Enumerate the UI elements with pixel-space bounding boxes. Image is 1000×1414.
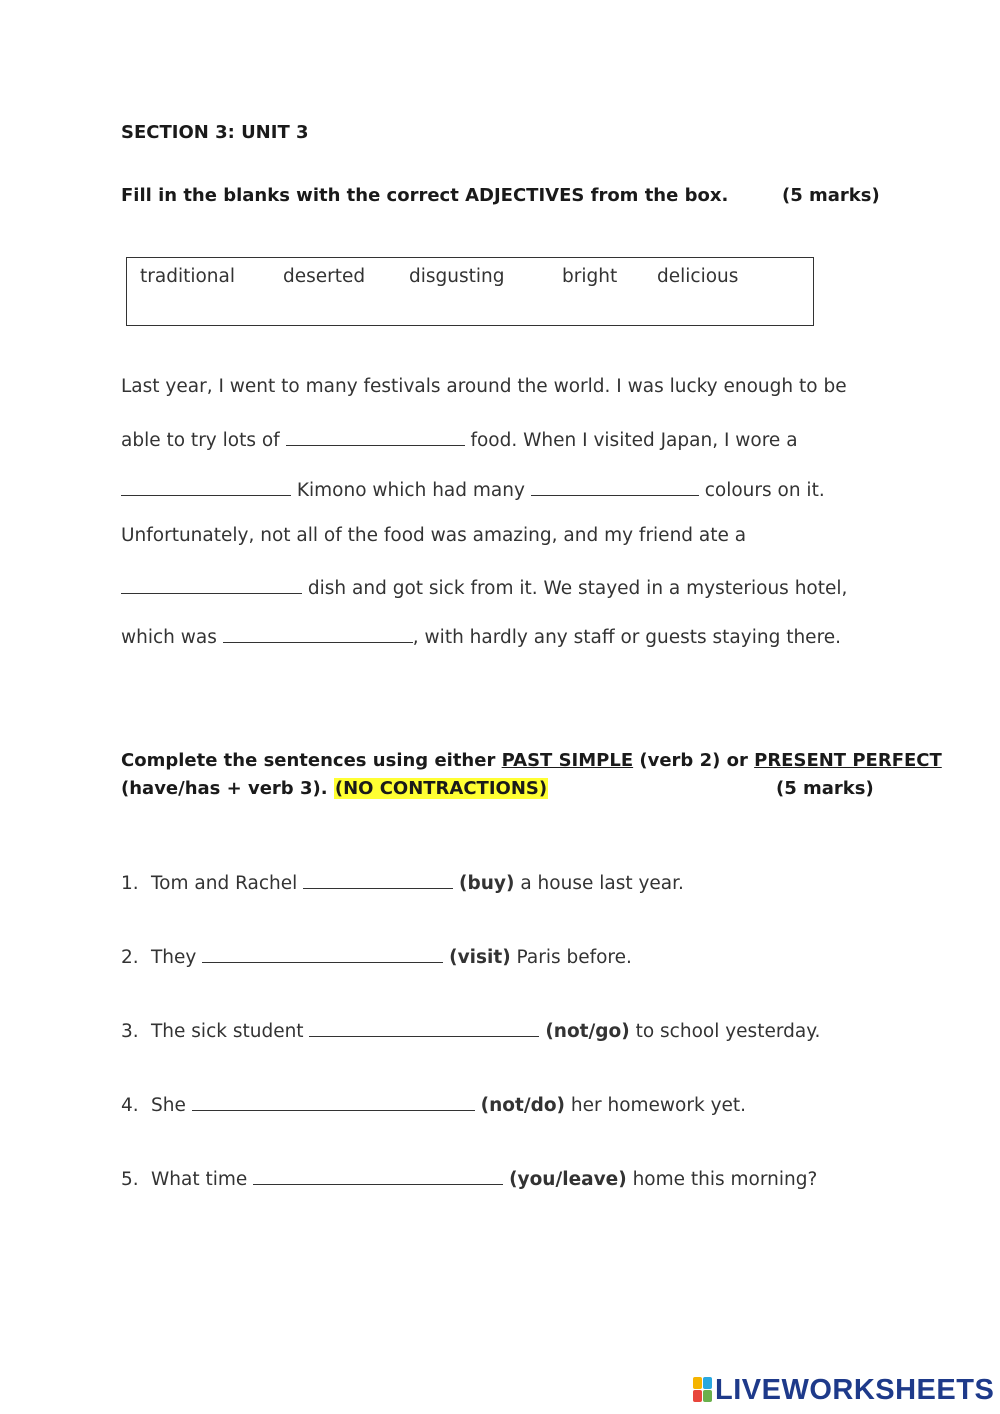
- liveworksheets-logo-icon: [693, 1377, 713, 1403]
- part2-instruction-line2: [121, 778, 548, 799]
- question-number: 2.: [121, 947, 139, 968]
- question: [121, 1165, 817, 1190]
- question-number: 4.: [121, 1095, 139, 1116]
- paragraph-line: [121, 574, 847, 599]
- question-text: The sick student: [151, 1021, 304, 1042]
- word-box-item: traditional: [140, 266, 235, 287]
- part2-instruction-text: Complete the sentences using either: [121, 750, 502, 771]
- past-simple-label: PAST SIMPLE: [501, 750, 634, 771]
- paragraph-text: which was: [121, 627, 217, 648]
- no-contractions-note: (NO CONTRACTIONS): [334, 778, 548, 799]
- paragraph-text: able to try lots of: [121, 430, 280, 451]
- paragraph-line: [121, 476, 825, 501]
- verb-hint: (you/leave): [509, 1169, 627, 1190]
- part2-instruction: [121, 750, 942, 771]
- word-box-item: deserted: [283, 266, 366, 287]
- question-number: 1.: [121, 873, 139, 894]
- paragraph-text: food. When I visited Japan, I wore a: [470, 430, 798, 451]
- verb-hint: (not/go): [545, 1021, 630, 1042]
- paragraph-line: [121, 426, 798, 451]
- blank-5[interactable]: [223, 623, 413, 643]
- question-text: to school yesterday.: [635, 1021, 821, 1042]
- question-text: a house last year.: [520, 873, 684, 894]
- paragraph-text: Last year, I went to many festivals around the world. I was lucky enough to be: [121, 376, 847, 397]
- paragraph-line: [121, 376, 847, 397]
- question-text: Paris before.: [516, 947, 632, 968]
- paragraph-text: Unfortunately, not all of the food was amazing, and my friend ate a: [121, 525, 747, 546]
- paragraph-text: , with hardly any staff or guests staying there.: [412, 627, 842, 648]
- blank-3[interactable]: [531, 476, 699, 496]
- question: [121, 1091, 746, 1116]
- blank-1[interactable]: [286, 426, 465, 446]
- paragraph-text: colours on it.: [704, 480, 825, 501]
- question-number: 5.: [121, 1169, 139, 1190]
- part2-marks: (5 marks): [776, 778, 874, 799]
- word-box-item: disgusting: [409, 266, 505, 287]
- question: [121, 943, 632, 968]
- question-text: They: [151, 947, 197, 968]
- answer-blank[interactable]: [253, 1165, 503, 1185]
- answer-blank[interactable]: [192, 1091, 475, 1111]
- part1-marks: (5 marks): [782, 185, 880, 206]
- question-text: home this morning?: [632, 1169, 818, 1190]
- question-text: What time: [151, 1169, 248, 1190]
- question-text: She: [151, 1095, 186, 1116]
- word-box-item: bright: [562, 266, 618, 287]
- question-number: 3.: [121, 1021, 139, 1042]
- answer-blank[interactable]: [309, 1017, 539, 1037]
- part2-instruction-text: (have/has + verb 3).: [121, 778, 328, 799]
- verb-hint: (not/do): [480, 1095, 565, 1116]
- paragraph-line: [121, 525, 746, 546]
- blank-2[interactable]: [121, 476, 291, 496]
- word-box-item: delicious: [657, 266, 739, 287]
- question: [121, 1017, 820, 1042]
- question: [121, 869, 684, 894]
- answer-blank[interactable]: [202, 943, 443, 963]
- verb-hint: (buy): [459, 873, 515, 894]
- paragraph-text: Kimono which had many: [296, 480, 525, 501]
- liveworksheets-logo: [693, 1374, 994, 1406]
- question-text: her homework yet.: [570, 1095, 747, 1116]
- section-title: SECTION 3: UNIT 3: [121, 122, 309, 143]
- logo-text: LIVEWORKSHEETS: [715, 1373, 995, 1406]
- question-text: Tom and Rachel: [151, 873, 298, 894]
- paragraph-text: dish and got sick from it. We stayed in a mysterious hotel,: [307, 578, 848, 599]
- part2-instruction-text: (verb 2) or: [633, 750, 755, 771]
- paragraph-line: [121, 623, 841, 648]
- verb-hint: (visit): [449, 947, 511, 968]
- blank-4[interactable]: [121, 574, 302, 594]
- answer-blank[interactable]: [303, 869, 453, 889]
- present-perfect-label: PRESENT PERFECT: [754, 750, 942, 771]
- part1-instruction: Fill in the blanks with the correct ADJECTIVES from the box.: [121, 185, 729, 206]
